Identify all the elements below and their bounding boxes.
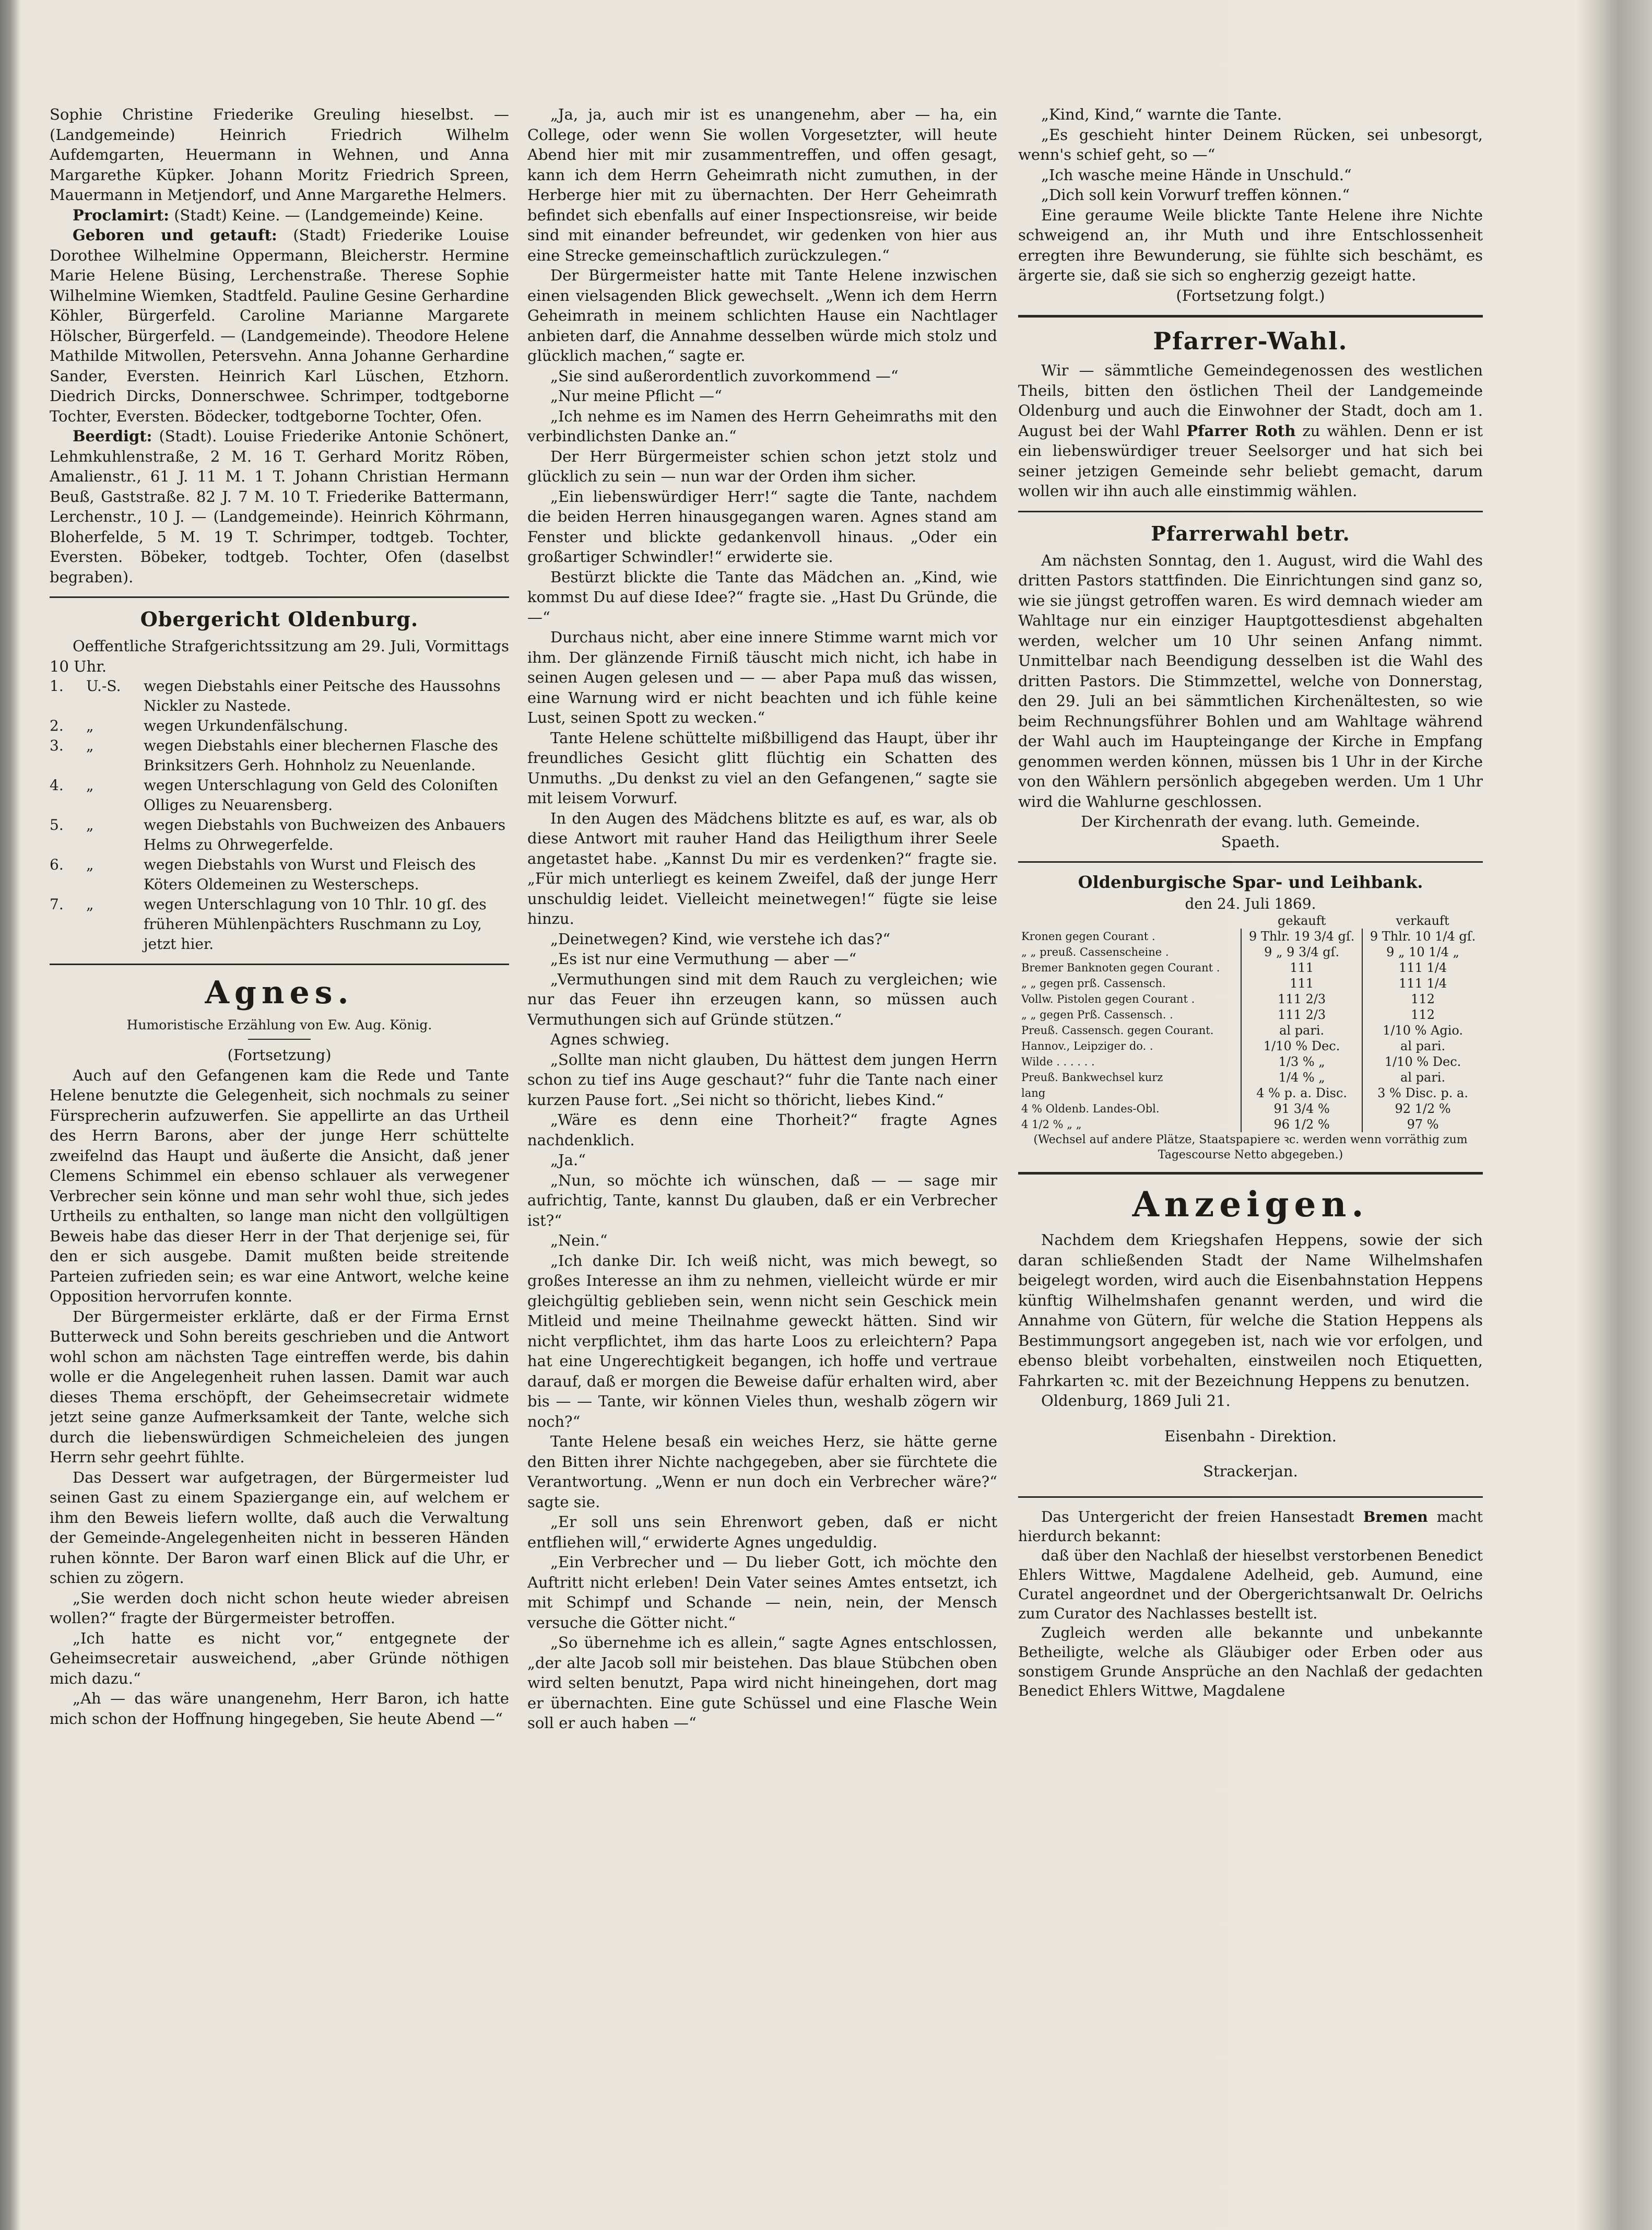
rate-row [1018,1023,1483,1038]
rate-row [1018,1007,1483,1023]
case-person: „ [86,856,94,873]
eisenbahn-direktion: Eisenbahn - Direktion. [1164,1427,1337,1445]
story-paragraph: „Nun, so möchte ich wünschen, daß — — sage mir aufrichtig, Tante, kannst Du glauben, daß er ein Verbrecher ist?“ [527,1171,997,1229]
rate-buy: 91 3/4 % [1241,1101,1362,1117]
rate-sell: 1/10 % Dec. [1362,1054,1483,1070]
divider [1018,1496,1483,1498]
story-paragraph: „Wäre es denn eine Thorheit?“ fragte Agnes nachdenklich. [527,1111,997,1149]
marriage-notices: Sophie Christine Friederike Greuling hieselbst. — (Landgemeinde) Heinrich Friedrich Wilhelm Aufdemgarten, Heuermann in Wehnen, und Anna Margarethe Küpker. Johann Moritz Friedrich Spreen, Mauermann in Metjendorf, und Anne Margarethe Helmers. [50,105,509,204]
case-row [50,855,509,895]
notice-date: Oldenburg, 1869 Juli 21. [1041,1392,1231,1410]
case-person: „ [86,777,94,794]
story-paragraph: „Ich nehme es im Namen des Herrn Geheimraths mit den verbindlichsten Danke an.“ [527,407,997,445]
rate-sell: 111 1/4 [1362,960,1483,976]
rate-buy: 9 Thlr. 19 3/4 gſ. [1241,929,1362,944]
spaeth-signature: Spaeth. [1221,832,1280,851]
rate-label: Hannov., Leipziger do. . [1021,1040,1153,1052]
geboren-text: (Stadt) Friederike Louise Dorothee Wilhelmine Oppermann, Bleicherstr. Hermine Marie Helene Büsing, Lerchenstraße. Therese Sophie Wilhelmine Wiemken, Stadtfeld. Pauline Gesine Gerhardine Köhler, Bürgerfeld. Caroline Marianne Margarete Hölscher, Bürgerfeld. — (Landgemeinde). Theodore Helene Mathilde Mitwollen, Petersvehn. Anna Johanne Gerhardine Sander, Eversten. Heinrich Karl Lüschen, Etzhorn. Diedrich Dircks, Donnerschwee. Schrimper, todtgeborne Tochter, Eversten. Bödecker, todtgeborne Tochter, Ofen. [50,226,509,425]
case-number: 4. [50,777,64,794]
story-paragraph: „Ein Verbrecher und — Du lieber Gott, ich möchte den Auftritt nicht erleben! Dein Vater seines Amtes entsetzt, ich mit Schimpf und Schande — nein, nein, der Mensch versuche die Götter nicht.“ [527,1553,997,1632]
rate-label: Preuß. Bankwechsel kurz [1021,1071,1163,1084]
header-gekauft: gekauft [1277,913,1326,928]
rate-row [1018,1117,1483,1132]
story-paragraph: Das Dessert war aufgetragen, der Bürgermeister lud seinen Gast zu einem Spaziergange ein, auf welchem er ihm den Beweis liefern wollte, daß auch die Verwaltung der Gemeinde-Angelegenheiten nicht in besseren Händen ruhen könnte. Der Baron warf einen Blick auf die Uhr, er schien zu zögern. [50,1468,509,1587]
case-text: wegen Diebstahls einer Peitsche des Haussohns Nickler zu Nastede. [144,677,501,714]
rate-buy: 111 [1241,976,1362,991]
rate-sell: 92 1/2 % [1362,1101,1483,1117]
geboren-section [50,225,509,426]
pfarrer-wahl-title: Pfarrer-Wahl. [1153,327,1348,355]
story-paragraph: Agnes schwieg. [550,1030,670,1048]
story-paragraph: Tante Helene besaß ein weiches Herz, sie hätte gerne den Bitten ihrer Nichte nachgegeben, aber sie fürchtete die Verantwortung. „Wenn er nun doch ein Verbrecher wäre?“ sagte sie. [527,1433,997,1511]
story-paragraph: „Er soll uns sein Ehrenwort geben, daß er nicht entfliehen will,“ erwiderte Agnes ungeduldig. [527,1513,997,1551]
obergericht-intro: Oeffentliche Strafgerichtssitzung am 29. Juli, Vormittags 10 Uhr. [50,637,509,675]
proclamirt-text: (Stadt) Keine. — (Landgemeinde) Keine. [174,206,483,224]
case-number: 6. [50,856,64,873]
rate-label: Vollw. Pistolen gegen Courant . [1021,993,1195,1005]
story-paragraph: Der Herr Bürgermeister schien schon jetzt stolz und glücklich zu sein — nun war der Orden ihm sicher. [527,447,997,485]
case-row [50,676,509,716]
rate-row [1018,1038,1483,1054]
case-row [50,736,509,776]
bank-title: Oldenburgische Spar- und Leihbank. [1078,872,1423,892]
obergericht-title: Obergericht Oldenburg. [140,607,419,631]
bremen-city: Bremen [1363,1508,1428,1525]
rate-buy: 4 % p. a. Disc. [1241,1085,1362,1101]
rate-row [1018,960,1483,976]
case-text: wegen Diebstahls von Buchweizen des Anbauers Helms zu Ohrwegerfelde. [144,816,506,853]
story-paragraph: Der Bürgermeister hatte mit Tante Helene inzwischen einen vielsagenden Blick gewechselt. „Wenn ich dem Herrn Geheimrath in meinem schlichten Hause ein Nachtlager anbieten darf, die Annahme desselben würde mich stolz und glücklich machen,“ sagte er. [527,266,997,365]
story-text-col1 [50,1065,509,1729]
rate-buy: 96 1/2 % [1241,1117,1362,1132]
story-paragraph: „Nur meine Pflicht —“ [550,387,722,405]
rate-row [1018,944,1483,960]
case-number: 2. [50,717,64,734]
proclamirt-section [50,205,509,226]
divider [1018,1172,1483,1175]
rate-label: Bremer Banknoten gegen Courant . [1021,961,1220,974]
case-row [50,716,509,736]
rate-row [1018,976,1483,991]
rate-row [1018,1054,1483,1070]
divider [1018,861,1483,863]
case-number: 5. [50,816,64,834]
rate-sell: al pari. [1362,1070,1483,1085]
case-text: wegen Unterschlagung von 10 Thlr. 10 gſ. des früheren Mühlenpächters Ruschmann zu Loy, jetzt hier. [144,896,487,953]
bremen-notice-2: Zugleich werden alle bekannte und unbekannte Betheiligte, welche als Gläubiger oder Erben oder aus sonstigem Grunde Ansprüche an den Nachlaß der gedachten Benedict Ehlers Wittwe, Magdalene [1018,1624,1483,1699]
kirchenrath-signature: Der Kirchenrath der evang. luth. Gemeinde. [1081,813,1420,830]
pfarrer-wahl-text [1018,360,1483,501]
rate-buy: 9 „ 9 3/4 gſ. [1241,944,1362,960]
story-text-col3 [1018,104,1483,286]
rate-buy: 111 2/3 [1241,1007,1362,1023]
rate-sell: 9 Thlr. 10 1/4 gſ. [1362,929,1483,944]
story-paragraph: „Sie sind außerordentlich zuvorkommend —“ [550,367,899,385]
anzeigen-title: Anzeigen. [1132,1184,1369,1225]
rate-label: 4 1/2 % „ „ [1021,1118,1082,1131]
exchange-rate-table [1018,913,1483,1132]
rate-label: Preuß. Cassensch. gegen Courant. [1021,1024,1214,1037]
case-row [50,776,509,815]
story-paragraph: „Nein.“ [550,1231,608,1249]
rate-label: „ „ gegen Prß. Cassensch. . [1021,1008,1173,1021]
column-middle [527,104,997,2188]
divider [1018,315,1483,318]
rate-buy: 111 [1241,960,1362,976]
pfarrerwahl-betr-title: Pfarrerwahl betr. [1151,521,1350,545]
divider [50,596,509,598]
case-text: wegen Unterschlagung von Geld des Coloniſten Olliges zu Neuarensberg. [144,777,498,814]
rate-sell: 1/10 % Agio. [1362,1023,1483,1038]
story-paragraph: „Ah — das wäre unangenehm, Herr Baron, ich hatte mich schon der Hoffnung hingegeben, Sie heute Abend —“ [50,1689,509,1728]
pfarrer-name: Pfarrer Roth [1186,421,1296,440]
case-person: „ [86,816,94,834]
story-text-col2 [527,104,997,1733]
rate-row [1018,1070,1483,1085]
wilhelmshafen-notice: Nachdem dem Kriegshafen Heppens, sowie der sich daran schließenden Stadt der Name Wilhelmshafen beigelegt worden, wird auch die Eisenbahnstation Heppens künftig Wilhelmshafen genannt werden, und wird die Annahme von Gütern, für welche die Station Heppens als Bestimmungsort angegeben ist, nach wie vor erfolgen, und ebenso bleibt vorbehalten, einstweilen noch Etiquetten, Fahrkarten ꝛc. mit der Bezeichnung Heppens zu benutzen. [1018,1231,1483,1390]
strackerjan-signature: Strackerjan. [1203,1462,1298,1480]
case-row [50,815,509,855]
rate-label: „ „ preuß. Cassenscheine . [1021,946,1169,958]
bremen-intro-a: Das Untergericht der freien Hansestadt [1041,1508,1354,1525]
story-paragraph: „Deinetwegen? Kind, wie verstehe ich das?“ [550,930,891,948]
rate-sell: 3 % Disc. p. a. [1362,1085,1483,1101]
case-number: 3. [50,737,64,754]
story-paragraph: „So übernehme ich es allein,“ sagte Agnes entschlossen, „der alte Jacob soll mir beistehen. Das blaue Stübchen oben wird selten benutzt, Papa wird nicht hineingehen, dort mag er übernachten. Eine gute Schüssel und eine Flasche Wein soll er auch haben —“ [527,1634,997,1732]
divider [1018,511,1483,512]
fortsetzung-folgt: (Fortsetzung folgt.) [1176,286,1325,304]
fortsetzung-label: (Fortsetzung) [227,1046,332,1064]
rate-row [1018,1101,1483,1117]
rate-buy: 1/10 % Dec. [1241,1038,1362,1054]
rate-label: „ „ gegen prß. Cassensch. [1021,977,1166,990]
story-paragraph: „Vermuthungen sind mit dem Rauch zu vergleichen; wie nur das Feuer ihn erzeugen kann, so müssen auch Vermuthungen sich auf Gründe stützen.“ [527,970,997,1028]
proclamirt-label: Proclamirt: [73,206,169,224]
story-paragraph: „Ich wasche meine Hände in Unschuld.“ [1041,166,1352,184]
rate-row [1018,929,1483,944]
rate-sell: 112 [1362,1007,1483,1023]
story-paragraph: In den Augen des Mädchens blitzte es auf, es war, als ob diese Antwort mit rauher Hand das Heiligthum ihrer Seele angetastet habe. „Kannst Du mir es verdenken?“ fragte sie. „Für mich unterliegt es keinem Zweifel, daß der junge Herr unschuldig leidet. Vielleicht meinetwegen!“ fügte sie leise hinzu. [527,809,997,928]
rate-row [1018,991,1483,1007]
bremen-intro-b: macht hierdurch bekannt: [1018,1508,1483,1545]
story-paragraph: Eine geraume Weile blickte Tante Helene ihre Nichte schweigend an, ihr Muth und ihre Entschlossenheit erregten ihre Bewunderung, sie fühlte sich beschämt, es ärgerte sie, daß sie sich so engherzig gezeigt hatte. [1018,206,1483,284]
rate-label: Wilde . . . . . . [1021,1055,1095,1068]
story-paragraph: „Sie werden doch nicht schon heute wieder abreisen wollen?“ fragte der Bürgermeister betroffen. [50,1589,509,1627]
case-person: „ [86,717,94,734]
rate-label: lang [1021,1087,1046,1099]
agnes-subtitle: Humoristische Erzählung von Ew. Aug. König. [126,1017,432,1032]
header-verkauft: verkauft [1396,913,1449,928]
column-left [50,104,509,2188]
rate-buy: 111 2/3 [1241,991,1362,1007]
story-paragraph: „Ich hatte es nicht vor,“ entgegnete der Geheimsecretair ausweichend, „aber Gründe nöthigen mich dazu.“ [50,1629,509,1687]
bank-note: (Wechsel auf andere Plätze, Staatspapiere ꝛc. werden wenn vorräthig zum Tagescourse Netto abgegeben.) [1033,1133,1468,1161]
story-paragraph: „Dich soll kein Vorwurf treffen können.“ [1041,186,1350,204]
bank-date: den 24. Juli 1869. [1185,895,1316,912]
beerdigt-section [50,426,509,587]
case-number: 1. [50,677,64,695]
rate-buy: al pari. [1241,1023,1362,1038]
case-text: wegen Diebstahls von Wurst und Fleisch des Köters Oldemeinen zu Westerscheps. [144,856,476,893]
rate-sell: 111 1/4 [1362,976,1483,991]
story-paragraph: „Kind, Kind,“ warnte die Tante. [1041,105,1282,123]
case-text: wegen Urkundenfälschung. [144,717,348,734]
divider [50,964,509,965]
case-row [50,895,509,954]
case-number: 7. [50,896,64,913]
story-paragraph: Der Bürgermeister erklärte, daß er der Firma Ernst Butterweck und Sohn bereits geschrieben und die Antwort wohl schon am nächsten Tage eintreffen werde, bis dahin wolle er die Angelegenheit ruhen lassen. Damit war auch dieses Thema erschöpft, der Geheimsecretair widmete jetzt seine ganze Aufmerksamkeit der Tante, welche sich durch die liebenswürdigen Schmeicheleien des jungen Herrn sehr geehrt fühlte. [50,1307,509,1466]
story-paragraph: „Ja, ja, auch mir ist es unangenehm, aber — ha, ein College, oder wenn Sie wollen Vorgesetzter, will heute Abend hier mit mir zusammentreffen, und offen gesagt, kann ich dem Herrn Geheimrath nicht zumuthen, in der Herberge hier mit zu übernachten. Der Herr Geheimrath befindet sich ebenfalls auf einer Inspectionsreise, wir beide sind mit einander befreundet, wir gedenken von hier aus eine Strecke gemeinschaftlich zurückzulegen.“ [527,105,997,264]
story-paragraph: Auch auf den Gefangenen kam die Rede und Tante Helene benutzte die Gelegenheit, sich nochmals zu seiner Fürsprecherin aufzuwerfen. Sie appellirte an das Urtheil des Herrn Barons, aber der junge Herr schüttelte zweifelnd das Haupt und äußerte die Ansicht, daß jener Clemens Schimmel ein ebenso schlauer als verwegener Verbrecher sein könne und man sehr wohl thue, sich jedes Urtheils zu enthalten, so lange man nicht den vollgültigen Beweis habe das dieser Herr in der That derjenige sei, für den er sich ausgebe. Damit mußten beide streitende Parteien zufrieden sein; es war eine Antwort, welche keine Opposition hervorrufen konnte. [50,1066,509,1305]
pfarrer-wahl-text-a: Wir — sämmtliche Gemeindegenossen des westlichen Theils, bitten den östlichen Theil der Landgemeinde Oldenburg und auch die Einwohner der Stadt, doch am 1. August bei der Wahl [1018,361,1483,440]
beerdigt-text: (Stadt). Louise Friederike Antonie Schönert, Lehmkuhlenstraße, 2 M. 16 T. Gerhard Moritz Röben, Amalienstr., 61 J. 11 M. 1 T. Johann Christian Hermann Beuß, Gaststraße. 82 J. 7 M. 10 T. Friederike Battermann, Lerchenstr., 10 J. — (Landgemeinde). Heinrich Köhrmann, Bloherfelde, 5 M. 19 T. Schrimper, todtgeb. Tochter, Eversten. Böbeker, todtgeb. Tochter, Ofen (daselbst begraben). [50,427,509,586]
beerdigt-label: Beerdigt: [73,427,152,445]
rate-sell: 9 „ 10 1/4 „ [1362,944,1483,960]
column-right [1018,104,1483,2188]
case-text: wegen Diebstahls einer blechernen Flasche des Brinksitzers Gerh. Hohnholz zu Neuenlande. [144,737,498,774]
rate-buy: 1/4 % „ [1241,1070,1362,1085]
story-paragraph: Bestürzt blickte die Tante das Mädchen an. „Kind, wie kommst Du auf diese Idee?“ fragte sie. „Hast Du Gründe, die —“ [527,568,997,626]
short-divider [248,1039,311,1040]
case-person: U.-S. [86,677,121,695]
story-paragraph: „Es geschieht hinter Deinem Rücken, sei unbesorgt, wenn's schief geht, so —“ [1018,125,1483,163]
story-paragraph: „Es ist nur eine Vermuthung — aber —“ [550,950,857,968]
agnes-title: Agnes. [205,975,354,1011]
case-list [50,676,509,954]
rate-buy: 1/3 % „ [1241,1054,1362,1070]
pfarrer-wahl-text-b: zu wählen. Denn er ist ein liebenswürdiger treuer Seelsorger und hat sich bei seiner jetzigen Gemeinde sehr beliebt gemacht, darum wollen wir ihn auch alle einstimmig wählen. [1018,421,1483,500]
rate-sell: 97 % [1362,1117,1483,1132]
bremen-notice: daß über den Nachlaß der hieselbst verstorbenen Benedict Ehlers Wittwe, Magdalene Adelheid, geb. Aumund, eine Curatel angeordnet und der Obergerichtsanwalt Dr. Oelrichs zum Curator des Nachlasses bestellt ist. [1018,1546,1483,1622]
rate-sell: 112 [1362,991,1483,1007]
rate-rows [1018,929,1483,1132]
rate-label: Kronen gegen Courant . [1021,930,1155,943]
geboren-label: Geboren und getauft: [73,226,277,244]
story-paragraph: Durchaus nicht, aber eine innere Stimme warnt mich vor ihm. Der glänzende Firniß täuscht mich nicht, ich habe in seinen Augen gelesen und — — aber Papa muß das wissen, eine Warnung wird er nicht beachten und ich fühle keine Lust, seinen Spott zu wecken.“ [527,628,997,726]
rate-sell: al pari. [1362,1038,1483,1054]
case-person: „ [86,896,94,913]
pfarrerwahl-betr-text: Am nächsten Sonntag, den 1. August, wird die Wahl des dritten Pastors stattfinden. Die Einrichtungen sind ganz so, wie sie jüngst getroffen waren. Es wird demnach wieder am Wahltage nur ein einziger Hauptgottesdienst abgehalten werden, welcher um 10 Uhr seinen Anfang nimmt. Unmittelbar nach Beendigung desselben ist die Wahl des dritten Pastors. Die Stimmzettel, welche von Donnerstag, den 29. Juli an bei sämmtlichen Kirchenältesten, so wie beim Rechnungsführer Bohlen und am Wahltage während der Wahl auch im Haupteingange der Kirche in Empfang genommen werden können, müssen bis 1 Uhr in der Kirche von den Wählern persönlich abgegeben werden. Um 1 Uhr wird die Wahlurne geschlossen. [1018,551,1483,811]
bremen-intro [1018,1507,1483,1546]
story-paragraph: „Ja.“ [550,1151,586,1169]
story-paragraph: „Ich danke Dir. Ich weiß nicht, was mich bewegt, so großes Interesse an ihm zu nehmen, vielleicht würde er mir gleichgültig geblieben sein, wenn nicht sein Geschick mein Mitleid und meine Theilnahme geweckt hätten. Sind wir nicht verpflichtet, ihm das harte Loos zu erleichtern? Papa hat eine Ungerechtigkeit begangen, ich hoffe und vertraue darauf, daß er morgen die Beweise dafür erhalten wird, aber bis — — Tante, wir können Vieles thun, weshalb zögern wir noch?“ [527,1251,997,1430]
story-paragraph: „Sollte man nicht glauben, Du hättest dem jungen Herrn schon zu tief ins Auge geschaut?“ fuhr die Tante nach einer kurzen Pause fort. „Sei nicht so thöricht, liebes Kind.“ [527,1050,997,1109]
case-person: „ [86,737,94,754]
rate-row [1018,1085,1483,1101]
story-paragraph: „Ein liebenswürdiger Herr!“ sagte die Tante, nachdem die beiden Herren hinausgegangen waren. Agnes stand am Fenster und blickte gedankenvoll hinaus. „Oder ein großartiger Schwindler!“ erwiderte sie. [527,487,997,566]
rate-label: 4 % Oldenb. Landes-Obl. [1021,1102,1160,1115]
story-paragraph: Tante Helene schüttelte mißbilligend das Haupt, über ihr freundliches Gesicht glitt flüchtig ein Schatten des Unmuths. „Du denkst zu viel an den Gefangenen,“ sagte sie mit leisem Vorwurf. [527,729,997,807]
table-header-row [1018,913,1483,929]
